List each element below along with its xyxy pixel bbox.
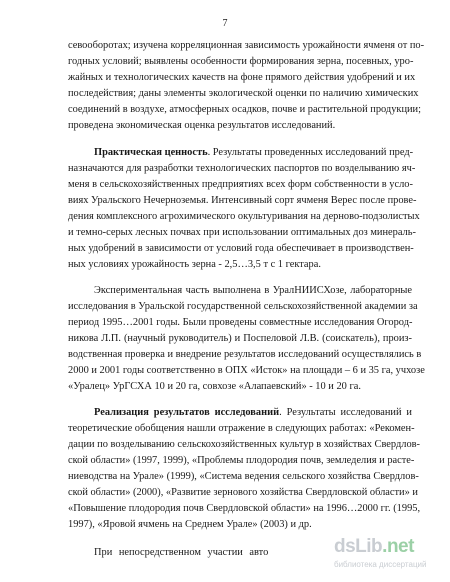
realization-first-line [94,405,412,421]
practical-line-8: ных условиях урожайность зерна - 2,5…3,5 т с 1 гектара. [68,259,321,270]
realization-first-rest: . Результаты исследований и [279,407,412,418]
watermark-logo-main: dsLib [334,536,383,557]
practical-heading: Практическая ценность [94,147,208,158]
intro-line-5: соединений в воздухе, атмосферных осадков, почве и растительной продукции; [68,104,422,115]
practical-first-line [94,145,412,161]
practical-line-7: ных удобрений в зависимости от условий года обеспечивает в производствен- [68,243,414,254]
watermark [334,536,442,576]
intro-line-6: проведена экономическая оценка результатов исследований. [68,120,336,131]
experimental-line-1: Экспериментальная часть выполнена в УралНИИСХозе, лабораторные [94,285,412,296]
experimental-line-3: период 1995…2001 годы. Были проведены совместные исследования Огород- [68,317,413,328]
intro-line-4: последействия; даны элементы экологической оценки по наличию химических [68,88,419,99]
realization-line-2: теоретические обобщения нашли отражение в следующих работах: «Рекомен- [68,423,415,434]
practical-line-4: виях Уральского Нечерноземья. Интенсивный сорт ячменя Верес после прове- [68,195,417,206]
realization-line-4: ской области» (1997, 1999), «Проблемы плодородия почв, земледелия и расте- [68,455,415,466]
watermark-logo [334,536,414,558]
realization-line-3: дации по возделыванию сельскохозяйственных культур в хозяйствах Свердлов- [68,439,420,450]
experimental-line-6: 2000 и 2001 годы соответственно в ОПХ «Исток» на площади – 6 и 35 га, учхозе [68,365,425,376]
experimental-line-7: «Уралец» УрГСХА 10 и 20 га, совхозе «Алапаевский» - 10 и 20 га. [68,381,361,392]
experimental-line-2: исследования в Уральской государственной сельскохозяйственной академии за [68,301,418,312]
practical-line-2: назначаются для разработки технологических паспортов по возделыванию яч- [68,163,416,174]
last-line: При непосредственном участии авто [94,547,269,558]
realization-heading: Реализация результатов исследований [94,407,280,418]
intro-line-1: севооборотах; изучена корреляционная зависимость урожайности ячменя от по- [68,40,425,51]
practical-line-5: дения комплексного агрохимического окультуривания на дерново-подзолистых [68,211,420,222]
watermark-logo-dot: .net [382,536,414,557]
intro-line-2: годных условий; выявлены особенности формирования зерна, посевных, уро- [68,56,414,67]
intro-line-3: жайных и технологических качеств на фоне прямого действия удобрений и их [68,72,416,83]
practical-first-rest: . Результаты проведенных исследований пред- [207,147,414,158]
experimental-line-4: никова Л.П. (научный руководитель) и Поспеловой Л.В. (соискатель), произ- [68,333,412,344]
page-number: 7 [222,18,228,29]
realization-line-6: ской области» (2000), «Развитие зернового хозяйства Свердловской области» и [68,487,418,498]
practical-line-3: меня в сельскохозяйственных предприятиях всех форм собственности в усло- [68,179,413,190]
experimental-line-5: водственная проверка и внедрение результатов исследований осуществлялись в [68,349,422,360]
realization-line-8: 1997), «Яровой ячмень на Среднем Урале» (2003) и др. [68,519,312,530]
realization-line-7: «Повышение плодородия почв Свердловской области» на 1996…2000 гг. (1995, [68,503,421,514]
watermark-subtitle: библиотека диссертаций [334,560,427,569]
practical-line-6: и темно-серых лесных почвах при использовании оптимальных доз минераль- [68,227,416,238]
realization-line-5: ниеводства на Урале» (1999), «Система ведения сельского хозяйства Свердлов- [68,471,419,482]
